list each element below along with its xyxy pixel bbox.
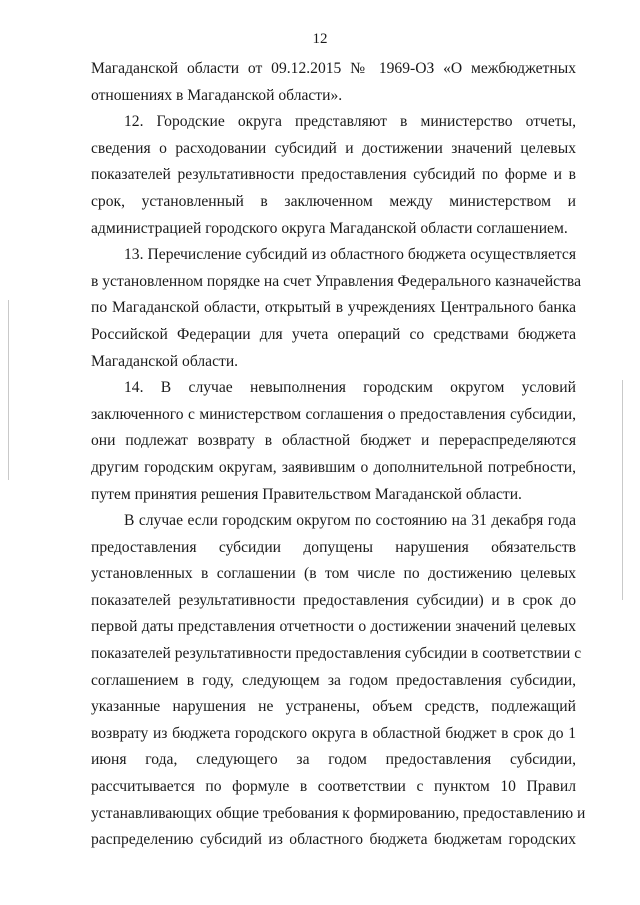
text-line: показателей результативности предоставления субсидии в соответствии с: [91, 645, 582, 663]
text-line: устанавливающих общие требования к формированию, предоставлению и: [91, 804, 586, 822]
text-line: 12. Городские округа представляют в министерство отчеты,: [124, 113, 576, 131]
text-line: указанные нарушения не устранены, объем средств, подлежащий: [91, 698, 576, 716]
text-line: другим городским округам, заявившим о дополнительной потребности,: [91, 458, 576, 476]
text-line: показателей результативности предоставления субсидий по форме и в: [91, 166, 576, 184]
text-line: сведения о расходовании субсидий и достижении значений целевых: [91, 139, 576, 157]
text-line: путем принятия решения Правительством Магаданской области.: [91, 485, 522, 503]
text-line: Магаданской области.: [91, 352, 239, 370]
text-line: рассчитывается по формуле в соответствии с пунктом 10 Правил: [91, 778, 576, 796]
text-line: предоставления субсидии допущены нарушения обязательств: [91, 538, 576, 556]
text-line: июня года, следующего за годом предоставления субсидии,: [91, 751, 576, 769]
text-line: 14. В случае невыполнения городским округом условий: [124, 379, 576, 397]
scan-edge-mark: [8, 300, 9, 480]
text-line: отношениях в Магаданской области».: [91, 86, 343, 104]
text-line: возврату из бюджета городского округа в областной бюджет в срок до 1: [91, 724, 576, 742]
text-line: по Магаданской области, открытый в учреждениях Центрального банка: [91, 299, 576, 317]
paragraph: [91, 508, 586, 854]
paragraph: [91, 242, 581, 375]
text-line: в установленном порядке на счет Управления Федерального казначейства: [91, 272, 581, 290]
text-line: срок, установленный в заключенном между министерством и: [91, 192, 576, 210]
text-line: первой даты представления отчетности о достижении значений целевых: [91, 618, 576, 636]
text-line: 13. Перечисление субсидий из областного бюджета осуществляется: [124, 246, 576, 264]
scan-edge-mark: [622, 380, 623, 600]
text-line: они подлежат возврату в областной бюджет и перераспределяются: [91, 432, 576, 450]
text-line: администрацией городского округа Магаданской области соглашением.: [91, 219, 568, 237]
text-line: распределению субсидий из областного бюджета бюджетам городских: [91, 831, 576, 849]
page-number: 12: [312, 31, 328, 47]
text-line: Российской Федерации для учета операций со средствами бюджета: [91, 325, 576, 343]
paragraph: [91, 56, 576, 109]
text-line: Магаданской области от 09.12.2015 № 1969-ОЗ «О межбюджетных: [91, 60, 576, 77]
text-line: заключенного с министерством соглашения о предоставления субсидии,: [91, 405, 576, 423]
text-line: соглашением в году, следующем за годом предоставления субсидии,: [91, 671, 576, 689]
paragraph: [91, 109, 576, 242]
text-line: установленных в соглашении (в том числе по достижению целевых: [91, 565, 576, 583]
paragraph: [91, 375, 576, 508]
document-body: [91, 56, 586, 854]
text-line: В случае если городским округом по состоянию на 31 декабря года: [124, 512, 576, 530]
text-line: показателей результативности предоставления субсидии) и в срок до: [91, 591, 576, 609]
